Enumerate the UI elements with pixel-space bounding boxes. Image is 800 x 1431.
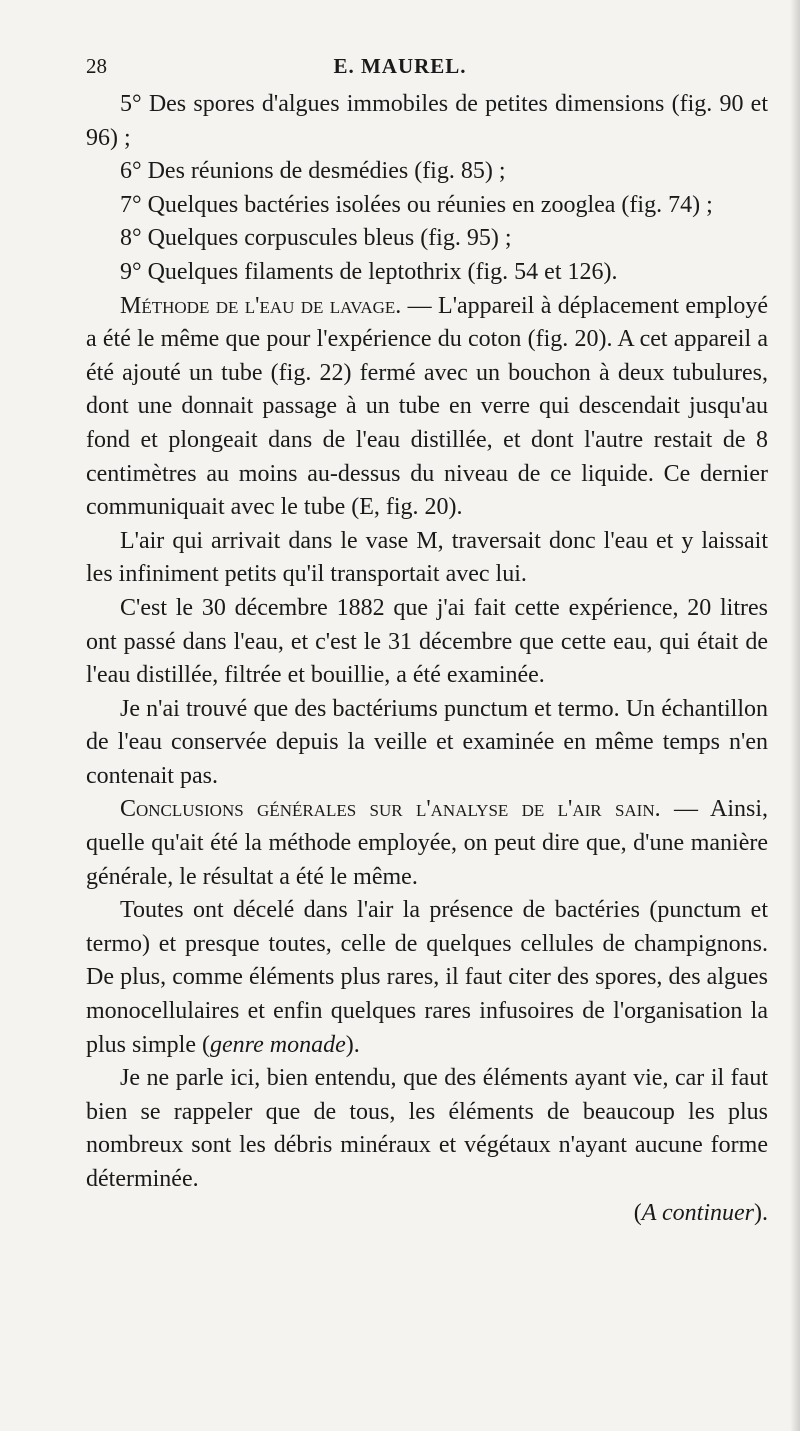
list-item: 6° Des réunions de desmédies (fig. 85) ; [120,158,506,185]
closing-open: ( [633,1199,642,1226]
toutes-text: Toutes ont décelé dans l'air la présence de bactéries (punctum et termo) et presque toutes, celle de quelques cellules de champignons. De plus, comme éléments plus rares, il faut citer des spores, des algues monocellulaires et enfin quelques rares infusoires de l'organisation la plus simple ( [86,897,768,1058]
page-number: 28 [86,54,107,78]
toutes-paragraph [86,894,768,1062]
closing-line [86,1197,768,1231]
toutes-end: ). [345,1031,360,1058]
list-item: 8° Quelques corpuscules bleus (fig. 95) ; [120,225,512,252]
paragraph: L'air qui arrivait dans le vase M, traversait donc l'eau et y laissait les infiniment petits qu'il transportait avec lui. [86,527,768,588]
methode-text: — L'appareil à déplacement employé a été le même que pour l'expérience du coton (fig. 20). A cet appareil a été ajouté un tube (fig. 22) fermé avec un bouchon à deux tubulures, dont une donnait passage à un tube en verre qui descendait jusqu'au fond et plongeait dans de l'eau distillée, et dont l'autre restait de 8 centimètres au moins au-dessus du niveau de ce liquide. Ce dernier communiquait avec le tube (E, fig. 20). [86,292,768,521]
list-item: 7° Quelques bactéries isolées ou réunies en zooglea (fig. 74) ; [120,191,713,218]
paragraph: Je n'ai trouvé que des bactériums punctum et termo. Un échantillon de l'eau conservée depuis la veille et examinée en même temps n'en contenait pas. [86,695,768,789]
toutes-italic: genre monade [210,1031,346,1058]
list-item: 5° Des spores d'algues immobiles de petites dimensions (fig. 90 et 96) ; [86,91,768,151]
closing-close: ). [754,1199,768,1226]
page-edge-shadow [790,0,800,1431]
conclusions-paragraph [86,793,768,894]
body-text [86,88,768,1230]
list-item: 9° Quelques filaments de leptothrix (fig. 54 et 126). [120,258,618,285]
running-head [0,50,800,80]
running-title: E. MAUREL. [333,54,467,78]
paragraph: C'est le 30 décembre 1882 que j'ai fait cette expérience, 20 litres ont passé dans l'eau, et c'est le 31 décembre que cette eau, qui était de l'eau distillée, filtrée et bouillie, a été examinée. [86,594,768,689]
conclusions-text: — Ainsi, quelle qu'ait été la méthode employée, on peut dire que, d'une manière générale, le résultat a été le même. [86,796,768,890]
closing-text: A continuer [641,1199,754,1226]
methode-heading: Méthode de l'eau de lavage. [120,292,402,319]
last-paragraph: Je ne parle ici, bien entendu, que des éléments ayant vie, car il faut bien se rappeler que de tous, les éléments de beaucoup les plus nombreux sont les débris minéraux et végétaux n'ayant aucune forme déterminée. [86,1065,768,1192]
methode-paragraph [86,290,768,525]
conclusions-heading: Conclusions générales sur l'analyse de l'air sain. [120,796,661,823]
